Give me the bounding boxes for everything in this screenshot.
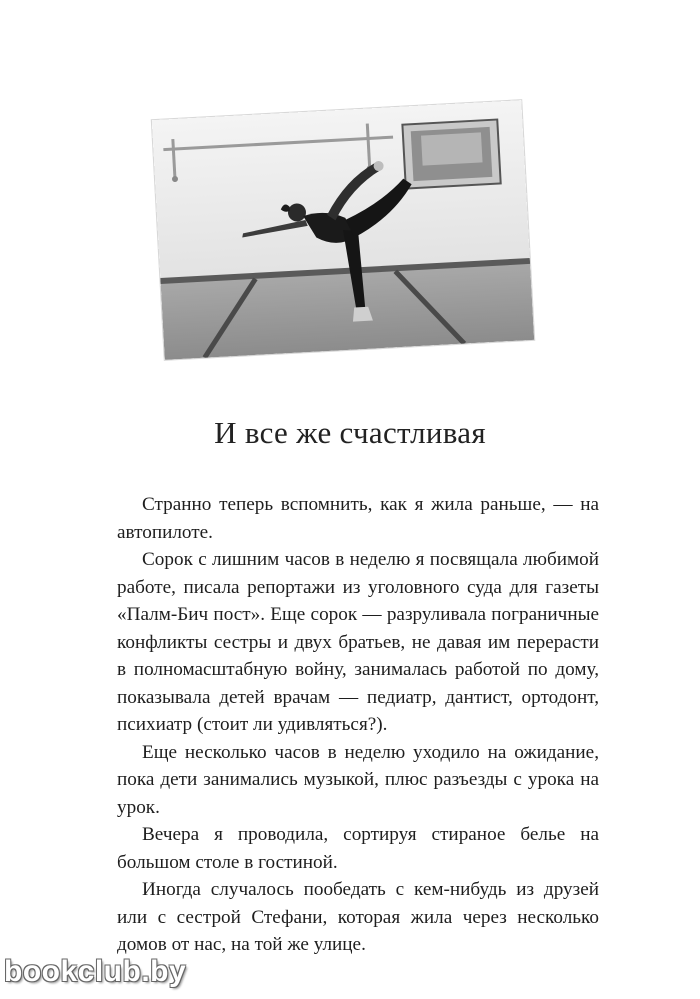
watermark-logo: bookclub.by <box>4 955 187 988</box>
paragraph: Странно теперь вспомнить, как я жила раньше, — на автопилоте. <box>117 494 599 543</box>
paragraph: Еще несколько часов в неделю уходило на ожидание, пока дети занимались музыкой, плюс разъезды с урока на урок. <box>117 741 599 818</box>
paragraph: Иногда случалось пообедать с кем-нибудь из друзей или с сестрой Стефани, которая жила через несколько домов от нас, на той же улице. <box>117 879 599 955</box>
chapter-photo <box>152 100 534 360</box>
paragraph: Вечера я проводила, сортируя стираное белье на большом столе в гостиной. <box>117 824 599 873</box>
chapter-body <box>117 491 599 959</box>
yoga-pose-photo-icon <box>152 100 534 360</box>
chapter-title: И все же счастливая <box>214 415 486 450</box>
paragraph: Сорок с лишним часов в неделю я посвящала любимой работе, писала репортажи из уголовного суда для газеты «Палм-Бич пост». Еще сорок — разруливала пограничные конфликты сестры и двух братьев, не давая им перерасти в полномасштабную войну, занималась работой по дому, показывала детей врачам — педиатр, дантист, ортодонт, психиатр (стоит ли удивляться?). <box>117 549 599 735</box>
